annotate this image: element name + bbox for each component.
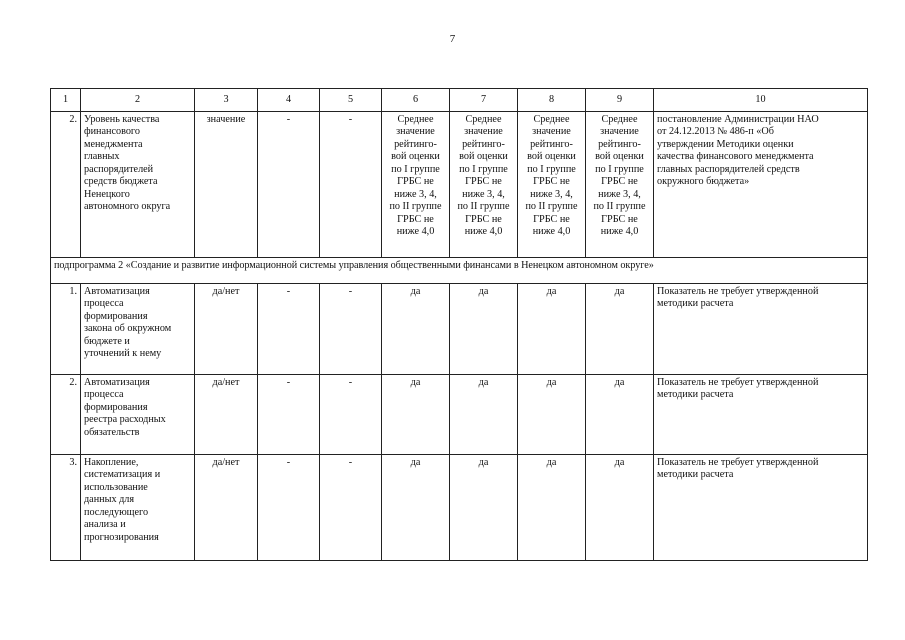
value-cell: - <box>258 375 320 455</box>
column-number: 9 <box>586 89 654 112</box>
target-value-cell: да <box>382 455 450 561</box>
target-value-cell: Среднее значение рейтинго- вой оценки по I группе ГРБС не ниже 3, 4, по II группе ГРБС не ниже 4,0 <box>450 112 518 258</box>
indicator-name: Автоматизация процесса формирования закона об окружном бюджете и уточнений к нему <box>81 284 195 375</box>
column-number: 3 <box>195 89 258 112</box>
subprogram-title: подпрограмма 2 «Создание и развитие информационной системы управления общественными финансами в Ненецком автономном округе» <box>51 258 868 284</box>
table-row <box>51 284 868 375</box>
row-number: 2. <box>51 375 81 455</box>
methodology-cell: Показатель не требует утвержденной методики расчета <box>654 284 868 375</box>
value-cell: - <box>258 112 320 258</box>
row-number: 3. <box>51 455 81 561</box>
value-cell: - <box>320 284 382 375</box>
target-value-cell: да <box>586 455 654 561</box>
target-value-cell: да <box>518 455 586 561</box>
column-number: 7 <box>450 89 518 112</box>
target-value-cell: да <box>450 375 518 455</box>
methodology-cell: Показатель не требует утвержденной методики расчета <box>654 455 868 561</box>
target-value-cell: Среднее значение рейтинго- вой оценки по I группе ГРБС не ниже 3, 4, по II группе ГРБС не ниже 4,0 <box>382 112 450 258</box>
indicator-name: Накопление, систематизация и использование данных для последующего анализа и прогнозирования <box>81 455 195 561</box>
value-cell: - <box>320 112 382 258</box>
column-number: 10 <box>654 89 868 112</box>
methodology-cell: Показатель не требует утвержденной методики расчета <box>654 375 868 455</box>
row-number: 1. <box>51 284 81 375</box>
target-value-cell: да <box>382 284 450 375</box>
target-value-cell: да <box>586 284 654 375</box>
target-value-cell: да <box>382 375 450 455</box>
table-row <box>51 455 868 561</box>
indicator-name: Автоматизация процесса формирования реестра расходных обязательств <box>81 375 195 455</box>
page-number: 7 <box>449 33 456 45</box>
methodology-cell: постановление Администрации НАО от 24.12.2013 № 486-п «Об утверждении Методики оценки качества финансового менеджмента главных распорядителей средств окружного бюджета» <box>654 112 868 258</box>
column-number: 2 <box>81 89 195 112</box>
target-value-cell: Среднее значение рейтинго- вой оценки по I группе ГРБС не ниже 3, 4, по II группе ГРБС не ниже 4,0 <box>518 112 586 258</box>
row-number: 2. <box>51 112 81 258</box>
unit-cell: значение <box>195 112 258 258</box>
table-row <box>51 375 868 455</box>
table-row <box>51 112 868 258</box>
target-value-cell: да <box>450 284 518 375</box>
value-cell: - <box>258 284 320 375</box>
target-value-cell: да <box>586 375 654 455</box>
value-cell: - <box>258 455 320 561</box>
column-number: 5 <box>320 89 382 112</box>
column-number: 8 <box>518 89 586 112</box>
value-cell: - <box>320 455 382 561</box>
column-number: 6 <box>382 89 450 112</box>
unit-cell: да/нет <box>195 455 258 561</box>
column-number-row <box>51 89 868 112</box>
unit-cell: да/нет <box>195 284 258 375</box>
indicators-table <box>50 88 868 561</box>
subprogram-row <box>51 258 868 284</box>
target-value-cell: да <box>450 455 518 561</box>
value-cell: - <box>320 375 382 455</box>
indicator-name: Уровень качества финансового менеджмента главных распорядителей средств бюджета Ненецкого автономного округа <box>81 112 195 258</box>
column-number: 1 <box>51 89 81 112</box>
target-value-cell: Среднее значение рейтинго- вой оценки по I группе ГРБС не ниже 3, 4, по II группе ГРБС не ниже 4,0 <box>586 112 654 258</box>
column-number: 4 <box>258 89 320 112</box>
target-value-cell: да <box>518 375 586 455</box>
unit-cell: да/нет <box>195 375 258 455</box>
target-value-cell: да <box>518 284 586 375</box>
